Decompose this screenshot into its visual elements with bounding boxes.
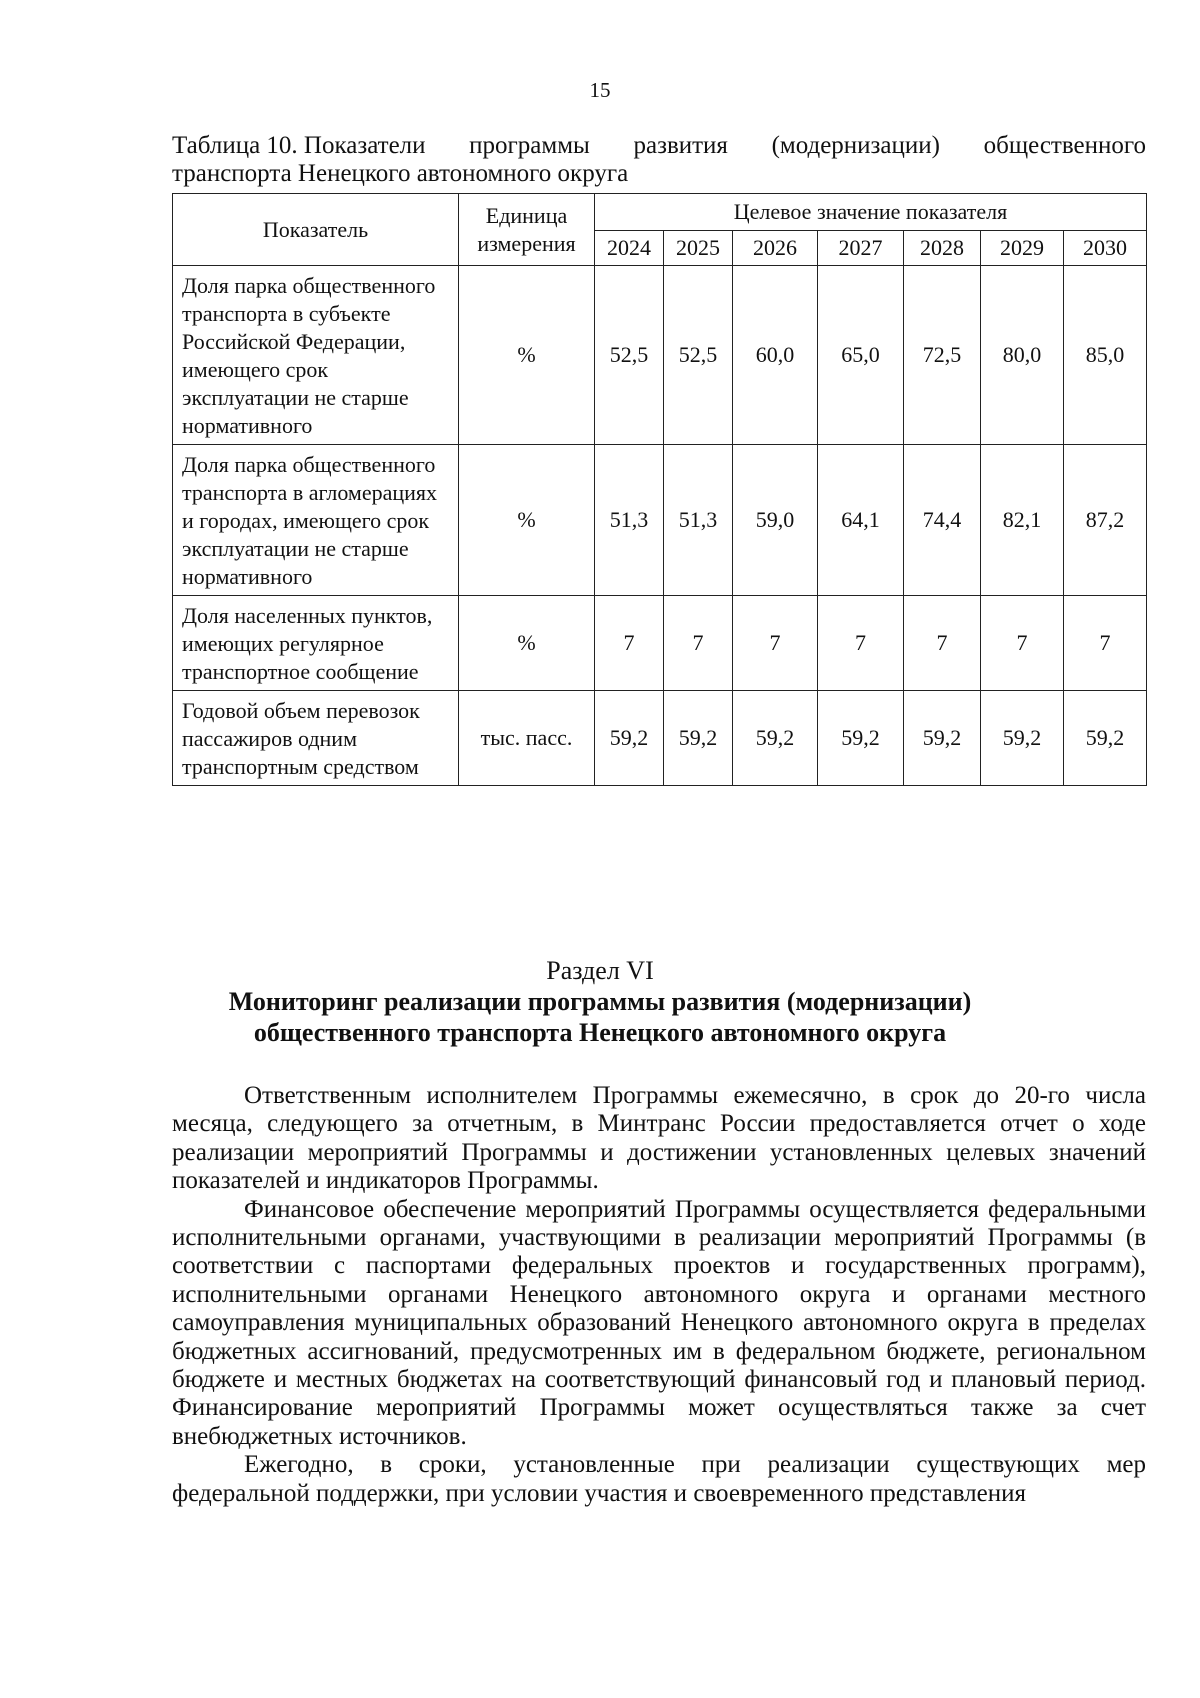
value-cell: 59,0 (733, 445, 818, 596)
header-year: 2030 (1064, 231, 1147, 266)
header-year: 2029 (981, 231, 1064, 266)
header-year: 2025 (664, 231, 733, 266)
unit-cell: % (459, 596, 595, 691)
unit-cell: % (459, 445, 595, 596)
caption-word: Таблица 10. Показатели (172, 132, 426, 159)
value-cell: 7 (664, 596, 733, 691)
header-target-value: Целевое значение показателя (595, 194, 1147, 231)
header-indicator: Показатель (173, 194, 459, 266)
caption-word: (модернизации) (771, 132, 940, 159)
header-year: 2024 (595, 231, 664, 266)
value-cell: 51,3 (595, 445, 664, 596)
value-cell: 85,0 (1064, 266, 1147, 445)
table-row (173, 266, 1147, 445)
header-unit: Единица измерения (459, 194, 595, 266)
indicator-cell: Годовой объем перевозок пассажиров одним транспортным средством (173, 691, 459, 786)
value-cell: 80,0 (981, 266, 1064, 445)
value-cell: 52,5 (595, 266, 664, 445)
caption-word: развития (633, 132, 728, 159)
value-cell: 72,5 (904, 266, 981, 445)
indicator-cell: Доля населенных пунктов, имеющих регулярное транспортное сообщение (173, 596, 459, 691)
header-year: 2027 (818, 231, 904, 266)
unit-cell: тыс. пасс. (459, 691, 595, 786)
section-label: Раздел VI (546, 956, 654, 985)
table-caption (172, 132, 1146, 188)
value-cell: 7 (981, 596, 1064, 691)
value-cell: 82,1 (981, 445, 1064, 596)
paragraph: Ответственным исполнителем Программы ежемесячно, в срок до 20-го числа месяца, следующего за отчетным, в Минтранс России предоставляется отчет о ходе реализации мероприятий Программы и достижении установленных целевых значений показателей и индикаторов Программы. (172, 1082, 1146, 1195)
caption-word: программы (469, 132, 590, 159)
value-cell: 51,3 (664, 445, 733, 596)
value-cell: 60,0 (733, 266, 818, 445)
paragraph: Ежегодно, в сроки, установленные при реализации существующих мер федеральной поддержки, при условии участия и своевременного представления (172, 1451, 1146, 1507)
value-cell: 7 (595, 596, 664, 691)
value-cell: 59,2 (733, 691, 818, 786)
header-year: 2028 (904, 231, 981, 266)
value-cell: 59,2 (904, 691, 981, 786)
value-cell: 74,4 (904, 445, 981, 596)
body-text (172, 1082, 1146, 1508)
section-heading (0, 955, 1200, 1048)
section-title-line2: общественного транспорта Ненецкого автономного округа (253, 1018, 947, 1047)
value-cell: 65,0 (818, 266, 904, 445)
table-caption-line2: транспорта Ненецкого автономного округа (172, 160, 629, 187)
unit-cell: % (459, 266, 595, 445)
value-cell: 52,5 (664, 266, 733, 445)
value-cell: 64,1 (818, 445, 904, 596)
table-row (173, 445, 1147, 596)
table-caption-line1 (172, 132, 1146, 160)
value-cell: 7 (818, 596, 904, 691)
value-cell: 7 (904, 596, 981, 691)
value-cell: 87,2 (1064, 445, 1147, 596)
table-row (173, 691, 1147, 786)
value-cell: 7 (733, 596, 818, 691)
value-cell: 59,2 (1064, 691, 1147, 786)
value-cell: 59,2 (595, 691, 664, 786)
header-year: 2026 (733, 231, 818, 266)
indicators-table (172, 193, 1147, 786)
section-title-line1: Мониторинг реализации программы развития (модернизации) (228, 987, 972, 1016)
value-cell: 59,2 (818, 691, 904, 786)
indicator-cell: Доля парка общественного транспорта в агломерациях и городах, имеющего срок эксплуатации не старше нормативного (173, 445, 459, 596)
table-row (173, 596, 1147, 691)
indicator-cell: Доля парка общественного транспорта в субъекте Российской Федерации, имеющего срок эксплуатации не старше нормативного (173, 266, 459, 445)
value-cell: 59,2 (664, 691, 733, 786)
page-number: 15 (589, 78, 611, 102)
value-cell: 59,2 (981, 691, 1064, 786)
paragraph: Финансовое обеспечение мероприятий Программы осуществляется федеральными исполнительными органами, участвующими в реализации мероприятий Программы (в соответствии с паспортами федеральных проектов и государственных программ), исполнительными органами Ненецкого автономного округа и органами местного самоуправления муниципальных образований Ненецкого автономного округа в пределах бюджетных ассигнований, предусмотренных им в федеральном бюджете, региональном бюджете и местных бюджетах на соответствующий финансовый год и плановый период. Финансирование мероприятий Программы может осуществляться также за счет внебюджетных источников. (172, 1195, 1146, 1450)
caption-word: общественного (983, 132, 1146, 159)
value-cell: 7 (1064, 596, 1147, 691)
